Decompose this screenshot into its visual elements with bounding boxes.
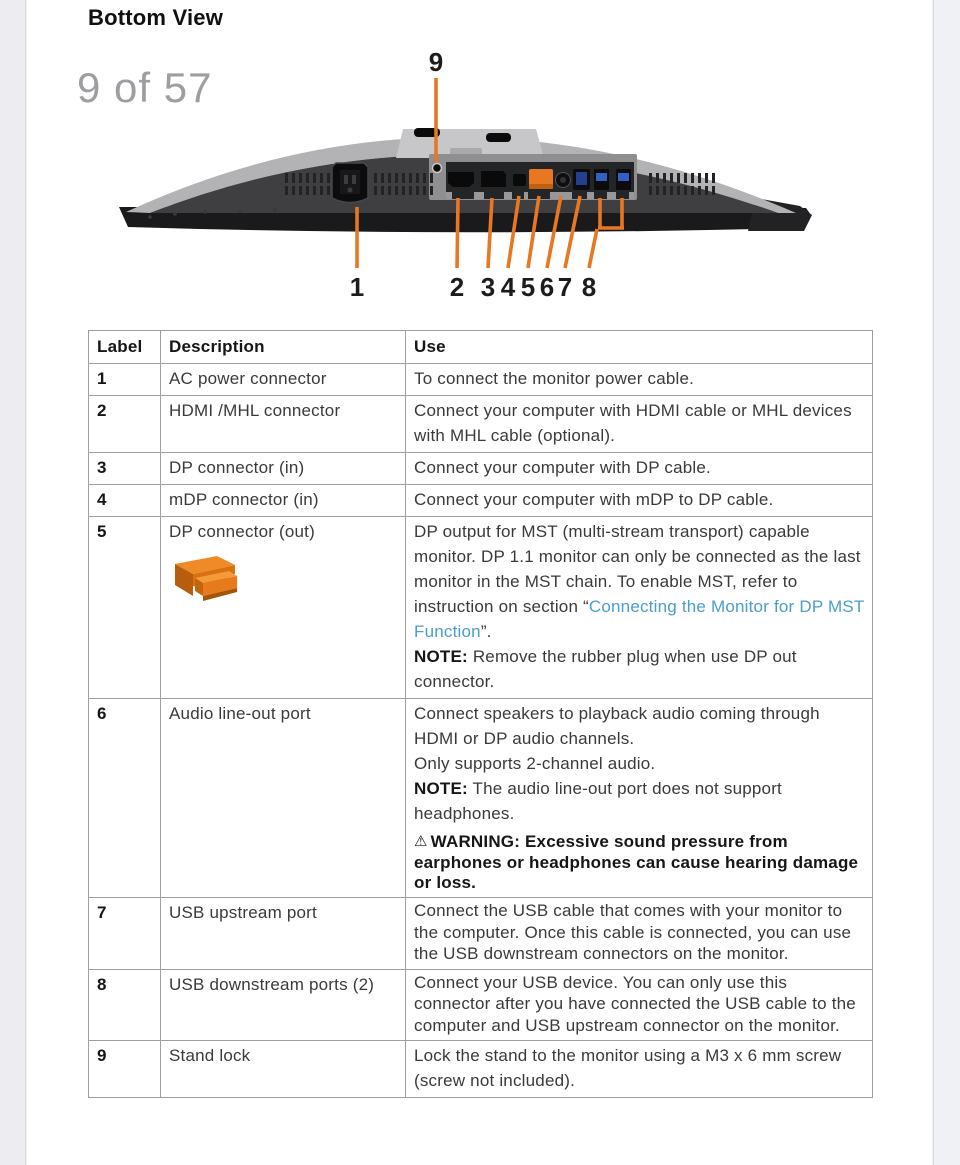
description-cell	[161, 453, 406, 485]
callout-7-label: 7	[557, 272, 573, 302]
use-paragraph	[414, 519, 865, 644]
description-text: USB downstream ports (2)	[169, 974, 375, 994]
callout-5-label: 5	[520, 272, 536, 302]
usb-b-port	[573, 169, 590, 190]
use-text: Connect your computer with HDMI cable or MHL devices with MHL cable (optional).	[414, 401, 852, 445]
table-row	[89, 485, 873, 517]
use-cell	[406, 1041, 873, 1098]
description-cell	[161, 364, 406, 396]
callout-2-label: 2	[449, 272, 465, 302]
port-table-body	[89, 364, 873, 1098]
use-paragraph	[414, 398, 865, 448]
description-cell	[161, 485, 406, 517]
page-title: Bottom View	[88, 5, 224, 30]
use-cell	[406, 396, 873, 453]
description-cell	[161, 969, 406, 1041]
label-cell: 8	[89, 969, 161, 1041]
description-text: DP connector (out)	[169, 522, 315, 541]
hdmi-port	[448, 172, 474, 187]
use-paragraph	[414, 776, 865, 826]
stand-lock-hole	[433, 164, 442, 173]
use-text: Only supports 2-channel audio.	[414, 754, 656, 773]
port-table	[88, 330, 873, 1098]
description-text: HDMI /MHL connector	[169, 401, 341, 420]
callout-6-label: 6	[539, 272, 555, 302]
label-cell: 2	[89, 396, 161, 453]
use-paragraph	[414, 644, 865, 694]
use-paragraph	[414, 1043, 865, 1093]
use-text: Connect your computer with DP cable.	[414, 458, 711, 477]
use-text: The audio line-out port does not support headphones.	[414, 779, 782, 823]
table-row	[89, 898, 873, 970]
use-text: To connect the monitor power cable.	[414, 369, 695, 388]
label-cell: 3	[89, 453, 161, 485]
description-cell	[161, 396, 406, 453]
use-paragraph	[414, 751, 865, 776]
warning-triangle-icon: ⚠	[414, 833, 428, 850]
document-page	[27, 0, 932, 1165]
table-row	[89, 396, 873, 453]
label-cell: 1	[89, 364, 161, 396]
use-text: DP output for MST (multi-stream transport) capable monitor. DP 1.1 monitor can only be connected as the last monitor in the MST chain. To enable MST, refer to instruction on section “	[414, 522, 861, 616]
label-cell: 4	[89, 485, 161, 517]
description-cell	[161, 1041, 406, 1098]
description-text: USB upstream port	[169, 903, 317, 922]
use-text: NOTE:	[414, 779, 468, 798]
use-paragraph	[414, 487, 865, 512]
use-text: Remove the rubber plug when use DP out connector.	[414, 647, 797, 691]
table-header-row	[89, 331, 873, 364]
audio-jack	[556, 173, 571, 188]
use-text: Connect speakers to playback audio coming through HDMI or DP audio channels.	[414, 704, 820, 748]
use-text: NOTE:	[414, 647, 468, 666]
use-text: Connect the USB cable that comes with your monitor to the computer. Once this cable is connected, you can use the USB downstream connectors on the monitor.	[414, 901, 852, 963]
use-paragraph	[414, 832, 865, 893]
label-cell: 6	[89, 699, 161, 898]
dp-mst-link[interactable]: Connecting the Monitor for DP MST Function	[414, 597, 865, 641]
dp-out-plug-icon	[171, 552, 245, 604]
callout-9-label: 9	[428, 47, 444, 77]
callout-2-line	[457, 198, 458, 268]
use-paragraph	[414, 900, 865, 965]
use-cell	[406, 699, 873, 898]
use-cell	[406, 453, 873, 485]
table-row	[89, 699, 873, 898]
mdp-port	[513, 174, 526, 186]
table-row	[89, 364, 873, 396]
table-header-use: Use	[406, 331, 873, 364]
use-cell	[406, 517, 873, 699]
use-text: Connect your computer with mDP to DP cable.	[414, 490, 774, 509]
use-paragraph	[414, 701, 865, 751]
dp-out-plug	[529, 169, 553, 189]
description-cell	[161, 517, 406, 699]
label-cell: 7	[89, 898, 161, 970]
use-text: Lock the stand to the monitor using a M3 x 6 mm screw (screw not included).	[414, 1046, 842, 1090]
use-text: ”.	[480, 622, 492, 641]
page-indicator: 9 of 57	[77, 64, 213, 111]
description-text: mDP connector (in)	[169, 490, 319, 509]
use-cell	[406, 485, 873, 517]
monitor-bottom-view-figure	[0, 0, 960, 320]
description-text: DP connector (in)	[169, 458, 305, 477]
use-text: Connect your USB device. You can only use this connector after you have connected the USB cable to the computer and USB upstream connector on the monitor.	[414, 972, 856, 1035]
ac-power-connector	[332, 163, 368, 203]
description-text: Audio line-out port	[169, 704, 311, 723]
callout-1-label: 1	[349, 272, 365, 302]
use-paragraph	[414, 972, 865, 1037]
table-row	[89, 969, 873, 1041]
description-cell	[161, 699, 406, 898]
table-row	[89, 453, 873, 485]
use-paragraph	[414, 366, 865, 391]
callout-3-label: 3	[480, 272, 496, 302]
description-text: Stand lock	[169, 1046, 251, 1065]
label-cell: 5	[89, 517, 161, 699]
use-paragraph	[414, 455, 865, 480]
use-cell	[406, 898, 873, 970]
table-row	[89, 1041, 873, 1098]
label-cell: 9	[89, 1041, 161, 1098]
table-header-description: Description	[161, 331, 406, 364]
callout-4-label: 4	[500, 272, 516, 302]
description-cell	[161, 898, 406, 970]
table-row	[89, 517, 873, 699]
use-cell	[406, 364, 873, 396]
use-cell	[406, 969, 873, 1041]
use-text: WARNING: Excessive sound pressure from earphones or headphones can cause hearing damage or loss.	[414, 832, 859, 892]
description-text: AC power connector	[169, 369, 327, 388]
table-header-label: Label	[89, 331, 161, 364]
dp-in-port	[481, 171, 506, 187]
callout-8-label: 8	[581, 272, 597, 302]
